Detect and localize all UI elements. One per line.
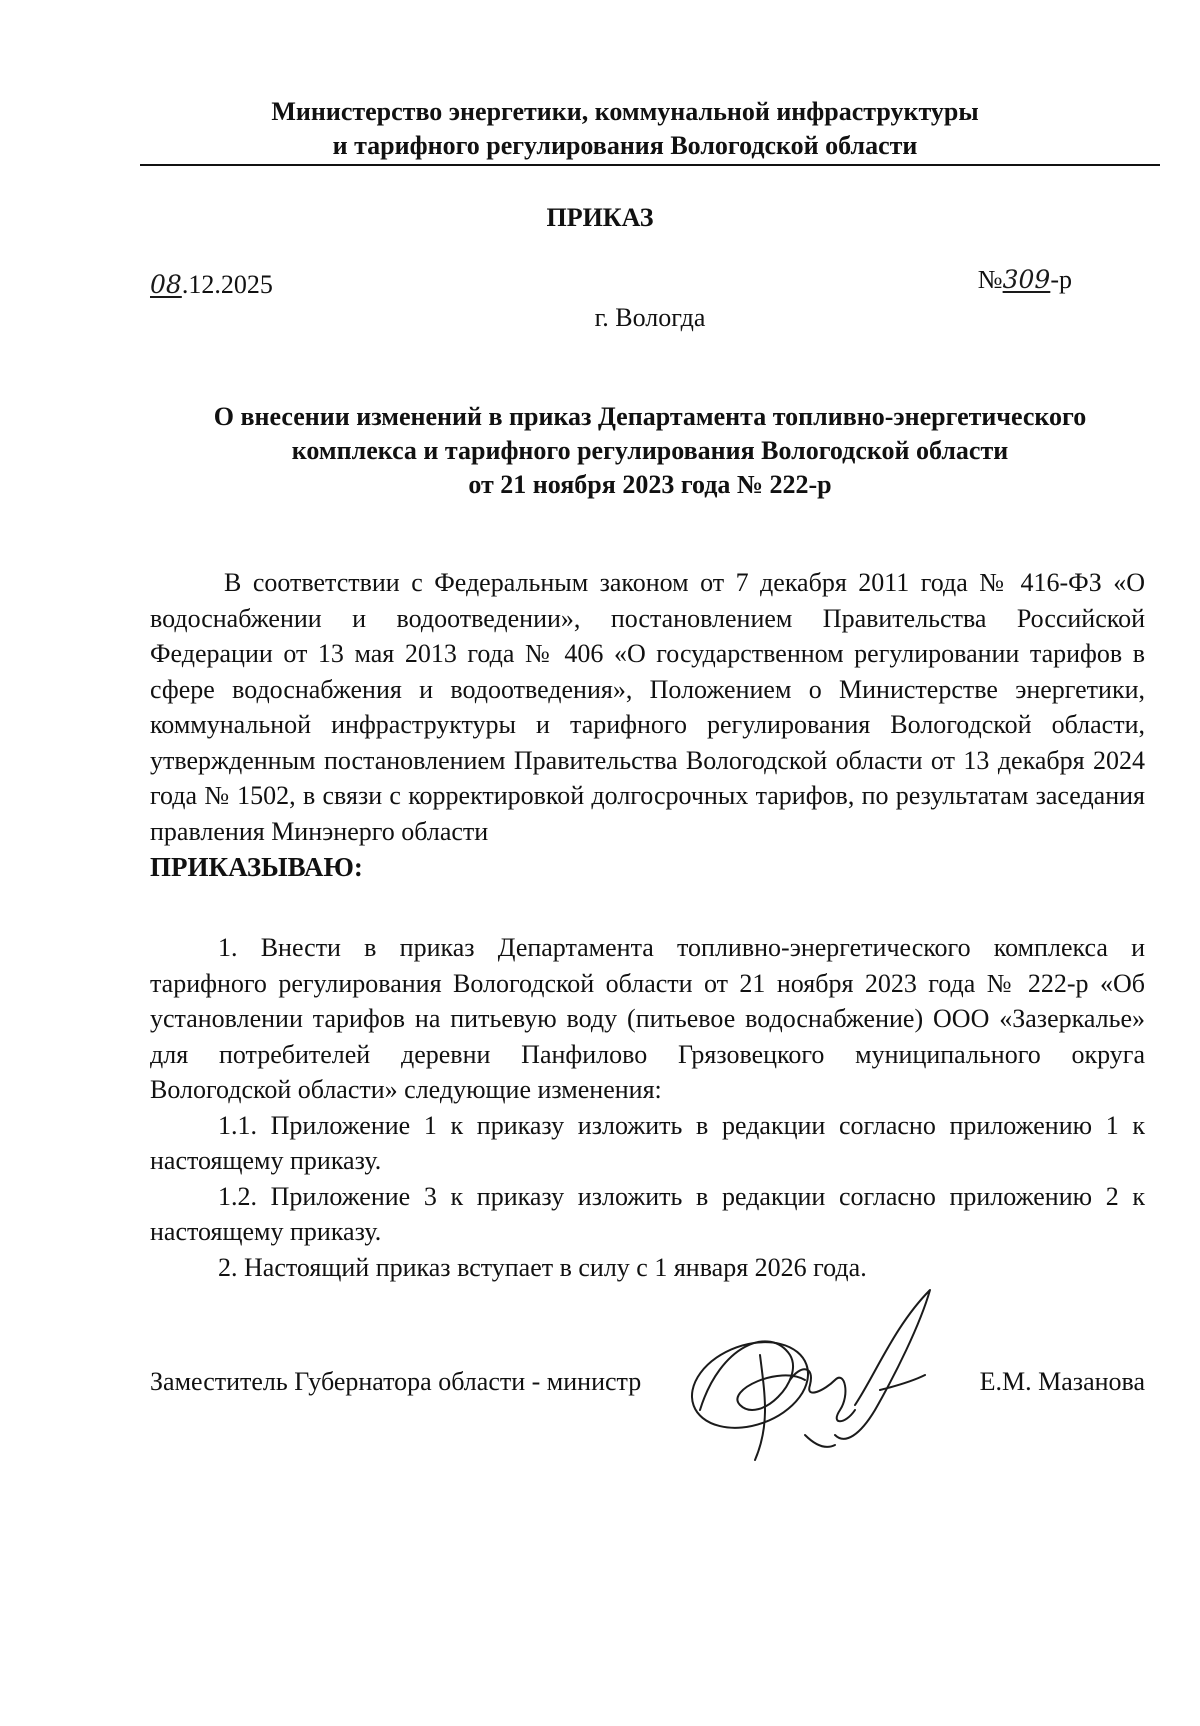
signatory-name: Е.М. Мазанова	[979, 1367, 1145, 1396]
item-1-2: 1.2. Приложение 3 к приказу изложить в редакции согласно приложению 2 к настоящему приказу.	[150, 1181, 1145, 1246]
org-line-1: Министерство энергетики, коммунальной инфраструктуры	[271, 97, 979, 126]
preamble-paragraph: В соответствии с Федеральным законом от 7 декабря 2011 года № 416-ФЗ «О водоснабжении и водоотведении», постановлением Правительства Российской Федерации от 13 мая 2013 года № 406 «О государственном регулировании тарифов в сфере водоснабжения и водоотведения», Положением о Министерстве энергетики, коммунальной инфраструктуры и тарифного регулирования Вологодской области, утвержденным постановлением Правительства Вологодской области от 13 декабря 2024 года № 1502, в связи с корректировкой долгосрочных тарифов, по результатам заседания правления Минэнерго области	[150, 568, 1145, 846]
item-1-1: 1.1. Приложение 1 к приказу изложить в редакции согласно приложению 1 к настоящему приказу.	[150, 1110, 1145, 1175]
number-prefix: №	[977, 265, 1003, 294]
subject-line-2: комплекса и тарифного регулирования Вологодской области	[291, 436, 1009, 465]
organization-header	[160, 95, 1090, 163]
order-word: ПРИКАЗЫВАЮ:	[150, 852, 363, 882]
item-1: 1. Внести в приказ Департамента топливно-энергетического комплекса и тарифного регулирования Вологодской области от 21 ноября 2023 года № 222-р «Об установлении тарифов на питьевую воду (питьевое водоснабжение) ООО «Зазеркалье» для потребителей деревни Панфилово Грязовецкого муниципального округа Вологодской области» следующие изменения:	[150, 933, 1145, 1104]
date-day-handwritten: 08	[150, 270, 182, 299]
date-rest: .12.2025	[181, 270, 273, 299]
document-city: г. Вологда	[594, 303, 706, 332]
document-subject	[150, 400, 1150, 502]
number-handwritten: 309	[1002, 265, 1051, 294]
order-items	[150, 930, 1145, 1285]
preamble-block	[150, 565, 1145, 885]
document-date	[150, 270, 273, 300]
item-2: 2. Настоящий приказ вступает в силу с 1 января 2026 года.	[218, 1252, 867, 1282]
subject-line-3: от 21 ноября 2023 года № 222-р	[468, 470, 832, 499]
number-suffix: -р	[1050, 265, 1072, 294]
subject-line-1: О внесении изменений в приказ Департамента топливно-энергетического	[213, 402, 1087, 431]
document-type: ПРИКАЗ	[546, 203, 654, 232]
document-number	[978, 265, 1072, 295]
org-line-2: и тарифного регулирования Вологодской области	[332, 131, 918, 160]
header-rule	[140, 164, 1160, 166]
signatory-position: Заместитель Губернатора области - министр	[150, 1367, 642, 1396]
handwritten-signature	[640, 1285, 1000, 1475]
